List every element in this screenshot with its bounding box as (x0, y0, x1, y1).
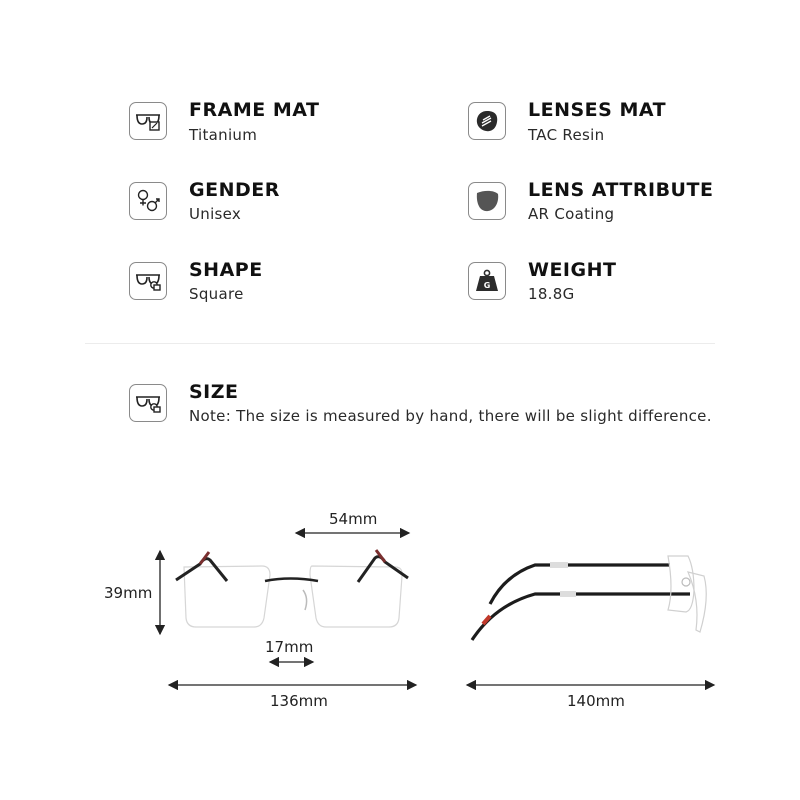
bridge-label: 17mm (265, 638, 314, 656)
spec-value: Titanium (189, 126, 258, 144)
size-title: SIZE (189, 381, 239, 403)
bridge (265, 579, 318, 582)
dimension-lines (160, 533, 714, 685)
right-lens (310, 566, 402, 627)
temple-band (550, 562, 568, 568)
frame-width-label: 136mm (270, 692, 328, 710)
lens-width-label: 54mm (329, 510, 378, 528)
spec-title: LENS ATTRIBUTE (528, 179, 714, 201)
side-lens (688, 572, 706, 632)
spec-value: TAC Resin (528, 126, 605, 144)
spec-title: SHAPE (189, 259, 263, 281)
spec-value: 18.8G (528, 285, 575, 303)
left-nose-pad (303, 590, 307, 610)
lower-temple (472, 594, 690, 640)
spec-title: GENDER (189, 179, 280, 201)
temple-length-label: 140mm (567, 692, 625, 710)
temple-band (560, 591, 576, 597)
weight-icon-letter: G (483, 281, 491, 290)
spec-value: Unisex (189, 205, 242, 223)
spec-value: AR Coating (528, 205, 615, 223)
spec-title: FRAME MAT (189, 99, 320, 121)
lens-height-label: 39mm (104, 584, 153, 602)
front-view (176, 550, 408, 627)
tip-accent (483, 616, 490, 624)
upper-temple (490, 565, 670, 604)
spec-title: LENSES MAT (528, 99, 667, 121)
spec-title: WEIGHT (528, 259, 617, 281)
left-lens (184, 566, 270, 627)
spec-value: Square (189, 285, 244, 303)
nose-pad (682, 578, 690, 586)
side-view (472, 556, 706, 640)
size-note: Note: The size is measured by hand, there will be slight difference. (189, 407, 712, 425)
